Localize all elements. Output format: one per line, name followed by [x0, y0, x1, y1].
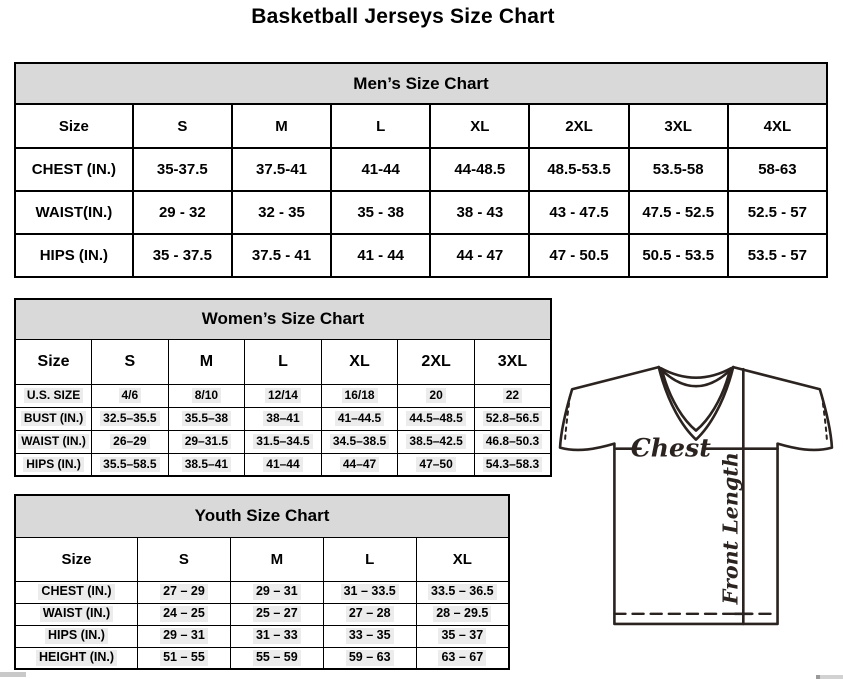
table-title-row — [15, 63, 827, 104]
size-cell: 41-44 — [331, 148, 430, 191]
size-cell — [398, 407, 475, 430]
cell-text: U.S. SIZE — [24, 388, 83, 403]
table-row — [15, 430, 551, 453]
size-cell: 53.5 - 57 — [728, 234, 827, 277]
page-title: Basketball Jerseys Size Chart — [251, 5, 555, 28]
column-header: S — [92, 339, 169, 384]
size-cell — [230, 647, 323, 669]
cell-text: WAIST (IN.) — [40, 606, 113, 622]
column-header: XL — [430, 104, 529, 148]
jersey-outline-svg — [556, 358, 842, 630]
cell-text: 47–50 — [416, 457, 455, 472]
size-cell — [474, 453, 551, 476]
row-label — [15, 384, 92, 407]
cell-text: 59 – 63 — [346, 650, 394, 666]
size-cell: 47.5 - 52.5 — [629, 191, 728, 234]
size-cell: 41 - 44 — [331, 234, 430, 277]
size-cell: 38 - 43 — [430, 191, 529, 234]
size-cell: 53.5-58 — [629, 148, 728, 191]
size-cell: 35 - 37.5 — [133, 234, 232, 277]
cell-text: 27 – 28 — [346, 606, 394, 622]
row-label — [15, 625, 138, 647]
mens-size-chart-table — [14, 62, 828, 278]
table-row — [15, 625, 509, 647]
column-header: 3XL — [629, 104, 728, 148]
cell-text: CHEST (IN.) — [38, 584, 114, 600]
column-header: 4XL — [728, 104, 827, 148]
cell-text: 31.5–34.5 — [253, 434, 312, 449]
table-row — [15, 384, 551, 407]
cell-text: HIPS (IN.) — [45, 628, 108, 644]
size-cell — [230, 625, 323, 647]
size-cell — [416, 625, 509, 647]
column-header: L — [245, 339, 322, 384]
table-row — [15, 647, 509, 669]
youth-chart-title: Youth Size Chart — [15, 495, 509, 537]
size-cell — [323, 581, 416, 603]
column-header: Size — [15, 339, 92, 384]
cell-text: HIPS (IN.) — [23, 457, 84, 472]
cell-text: 54.3–58.3 — [483, 457, 542, 472]
column-header-row — [15, 339, 551, 384]
cell-text: 16/18 — [342, 388, 378, 403]
size-cell: 50.5 - 53.5 — [629, 234, 728, 277]
cell-text: 38.5–42.5 — [406, 434, 465, 449]
size-cell — [168, 384, 245, 407]
bottom-left-scrollbar-fragment[interactable] — [0, 672, 26, 677]
womens-chart-title: Women’s Size Chart — [15, 299, 551, 339]
cell-text: 38–41 — [263, 411, 302, 426]
size-cell — [416, 647, 509, 669]
jersey-collar-arc-inner — [661, 368, 731, 378]
column-header: L — [331, 104, 430, 148]
size-cell — [416, 603, 509, 625]
size-cell — [323, 603, 416, 625]
table-row — [15, 191, 827, 234]
size-cell — [168, 453, 245, 476]
size-cell — [138, 603, 231, 625]
cell-text: 31 – 33.5 — [341, 584, 399, 600]
size-cell — [168, 430, 245, 453]
size-cell — [321, 407, 398, 430]
column-header-row — [15, 104, 827, 148]
cell-text: 24 – 25 — [160, 606, 208, 622]
cell-text: 20 — [426, 388, 445, 403]
table-row — [15, 407, 551, 430]
size-cell — [92, 384, 169, 407]
cell-text: BUST (IN.) — [21, 411, 86, 426]
size-cell — [398, 430, 475, 453]
cell-text: WAIST (IN.) — [18, 434, 89, 449]
size-cell — [92, 453, 169, 476]
table-row — [15, 603, 509, 625]
size-cell — [398, 453, 475, 476]
size-cell — [92, 430, 169, 453]
column-header: XL — [321, 339, 398, 384]
size-cell — [138, 647, 231, 669]
mens-chart-title: Men’s Size Chart — [15, 63, 827, 104]
size-cell: 29 - 32 — [133, 191, 232, 234]
table-row — [15, 453, 551, 476]
cell-text: 27 – 29 — [160, 584, 208, 600]
size-cell: 58-63 — [728, 148, 827, 191]
table-row — [15, 148, 827, 191]
row-label: HIPS (IN.) — [15, 234, 133, 277]
cell-text: 38.5–41 — [182, 457, 231, 472]
size-cell — [321, 430, 398, 453]
bottom-right-scrollbar-fragment[interactable] — [816, 675, 843, 679]
column-header: 2XL — [529, 104, 628, 148]
size-cell — [474, 407, 551, 430]
column-header: S — [133, 104, 232, 148]
size-cell — [474, 430, 551, 453]
cell-text: 4/6 — [119, 388, 142, 403]
size-cell: 52.5 - 57 — [728, 191, 827, 234]
size-cell: 37.5 - 41 — [232, 234, 331, 277]
cell-text: 44–47 — [340, 457, 379, 472]
size-cell — [321, 384, 398, 407]
size-cell — [323, 647, 416, 669]
row-label — [15, 407, 92, 430]
size-cell — [398, 384, 475, 407]
column-header: M — [230, 537, 323, 581]
size-cell — [230, 581, 323, 603]
cell-text: 41–44.5 — [335, 411, 384, 426]
chest-label: Chest — [630, 432, 711, 463]
cell-text: 51 – 55 — [160, 650, 208, 666]
column-header: XL — [416, 537, 509, 581]
size-cell: 47 - 50.5 — [529, 234, 628, 277]
cell-text: 29–31.5 — [182, 434, 231, 449]
size-cell — [245, 453, 322, 476]
size-cell — [92, 407, 169, 430]
cell-text: 34.5–38.5 — [330, 434, 389, 449]
cell-text: 12/14 — [265, 388, 301, 403]
cell-text: HEIGHT (IN.) — [36, 650, 117, 666]
column-header: Size — [15, 537, 138, 581]
size-cell — [138, 625, 231, 647]
cell-text: 46.8–50.3 — [483, 434, 542, 449]
column-header: M — [168, 339, 245, 384]
table-title-row — [15, 495, 509, 537]
cell-text: 35.5–38 — [182, 411, 231, 426]
cell-text: 44.5–48.5 — [406, 411, 465, 426]
size-cell — [245, 384, 322, 407]
cell-text: 25 – 27 — [253, 606, 301, 622]
row-label — [15, 581, 138, 603]
size-cell — [474, 384, 551, 407]
cell-text: 22 — [503, 388, 522, 403]
table-row — [15, 234, 827, 277]
row-label — [15, 603, 138, 625]
size-cell: 48.5-53.5 — [529, 148, 628, 191]
row-label — [15, 430, 92, 453]
cell-text: 28 – 29.5 — [433, 606, 491, 622]
size-cell — [138, 581, 231, 603]
jersey-measurement-diagram — [556, 358, 842, 630]
size-cell — [230, 603, 323, 625]
size-cell: 44 - 47 — [430, 234, 529, 277]
size-cell — [168, 407, 245, 430]
cell-text: 29 – 31 — [160, 628, 208, 644]
row-label — [15, 453, 92, 476]
size-cell: 35-37.5 — [133, 148, 232, 191]
size-cell — [416, 581, 509, 603]
size-cell: 43 - 47.5 — [529, 191, 628, 234]
size-cell — [245, 407, 322, 430]
size-cell — [245, 430, 322, 453]
womens-size-chart-table — [14, 298, 552, 477]
cell-text: 31 – 33 — [253, 628, 301, 644]
size-cell: 44-48.5 — [430, 148, 529, 191]
size-cell: 35 - 38 — [331, 191, 430, 234]
size-cell: 37.5-41 — [232, 148, 331, 191]
cell-text: 29 – 31 — [253, 584, 301, 600]
column-header: 3XL — [474, 339, 551, 384]
cell-text: 33.5 – 36.5 — [428, 584, 497, 600]
cell-text: 26–29 — [110, 434, 149, 449]
youth-size-chart-table — [14, 494, 510, 670]
column-header-row — [15, 537, 509, 581]
cell-text: 55 – 59 — [253, 650, 301, 666]
cell-text: 32.5–35.5 — [100, 411, 159, 426]
table-row — [15, 581, 509, 603]
row-label — [15, 647, 138, 669]
cell-text: 63 – 67 — [438, 650, 486, 666]
cell-text: 52.8–56.5 — [483, 411, 542, 426]
cell-text: 41–44 — [263, 457, 302, 472]
column-header: S — [138, 537, 231, 581]
column-header: Size — [15, 104, 133, 148]
front-length-label: Front Length — [718, 452, 743, 605]
row-label: WAIST(IN.) — [15, 191, 133, 234]
column-header: 2XL — [398, 339, 475, 384]
size-cell: 32 - 35 — [232, 191, 331, 234]
cell-text: 33 – 35 — [346, 628, 394, 644]
column-header: M — [232, 104, 331, 148]
cell-text: 35 – 37 — [438, 628, 486, 644]
size-cell — [321, 453, 398, 476]
table-title-row — [15, 299, 551, 339]
cell-text: 35.5–58.5 — [100, 457, 159, 472]
size-cell — [323, 625, 416, 647]
cell-text: 8/10 — [192, 388, 221, 403]
jersey-body-outline — [560, 367, 832, 624]
row-label: CHEST (IN.) — [15, 148, 133, 191]
column-header: L — [323, 537, 416, 581]
